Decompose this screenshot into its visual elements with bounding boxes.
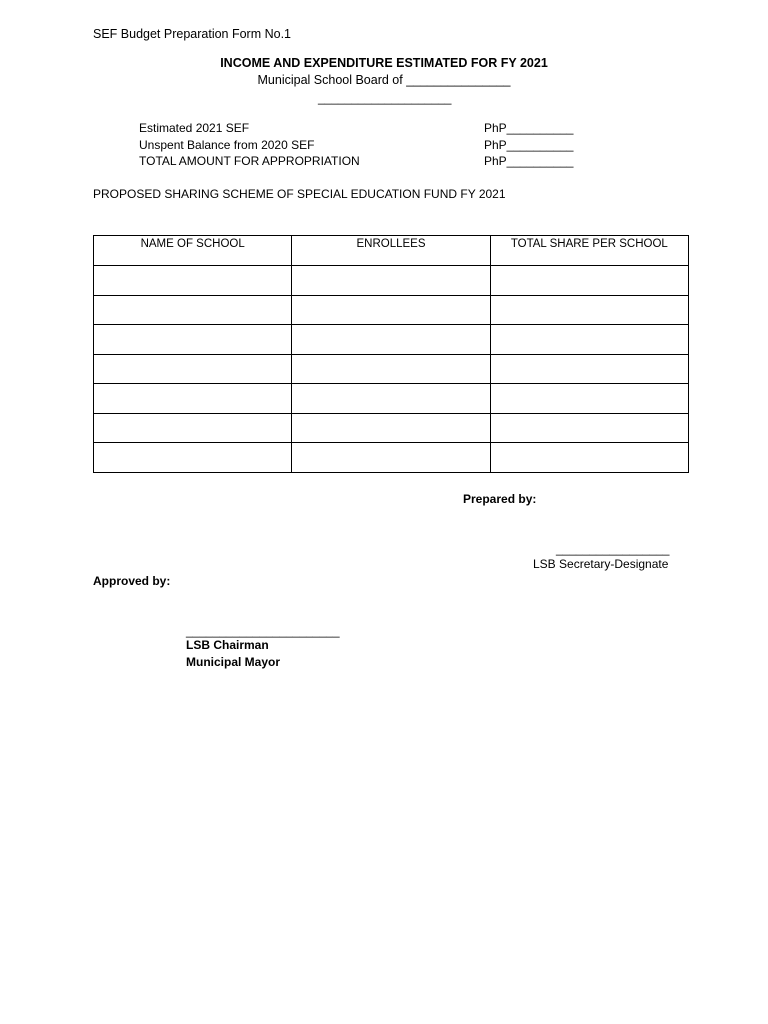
table-cell: [490, 384, 688, 414]
table-cell: [292, 413, 490, 443]
mayor-title: Municipal Mayor: [186, 655, 281, 669]
table-cell: [292, 354, 490, 384]
table-cell: [490, 266, 688, 296]
amount-field: PhP__________: [484, 121, 574, 135]
secretary-signature-line: _________________: [556, 542, 670, 556]
amount-row-unspent: [139, 138, 579, 155]
table-cell: [292, 325, 490, 355]
amounts-section: [139, 121, 579, 171]
school-board-line: Municipal School Board of _______________: [257, 73, 511, 87]
table-cell: [94, 443, 292, 473]
table-row: [94, 384, 689, 414]
table-header-row: [94, 236, 689, 266]
column-header-school: NAME OF SCHOOL: [94, 236, 292, 266]
form-label: SEF Budget Preparation Form No.1: [93, 27, 292, 41]
table-cell: [94, 295, 292, 325]
table-row: [94, 325, 689, 355]
table-cell: [490, 325, 688, 355]
amount-label: Unspent Balance from 2020 SEF: [139, 137, 315, 152]
amount-field: PhP__________: [484, 137, 574, 152]
board-blank-line: ____________________: [318, 91, 452, 105]
table-cell: [490, 295, 688, 325]
table-row: [94, 413, 689, 443]
table-row: [94, 295, 689, 325]
table-cell: [292, 266, 490, 296]
table-row: [94, 266, 689, 296]
sharing-table: [93, 235, 689, 473]
table-cell: [490, 354, 688, 384]
chairman-signature-line: _______________________: [186, 624, 340, 638]
approved-by-label: Approved by:: [93, 574, 171, 588]
table-cell: [490, 443, 688, 473]
document-title: INCOME AND EXPENDITURE ESTIMATED FOR FY 2021: [220, 56, 548, 70]
table-cell: [94, 266, 292, 296]
chairman-title: LSB Chairman: [186, 638, 269, 652]
table-cell: [94, 354, 292, 384]
column-header-share: TOTAL SHARE PER SCHOOL: [490, 236, 688, 266]
amount-row-total: [139, 154, 579, 171]
prepared-by-label: Prepared by:: [463, 492, 537, 506]
table-cell: [292, 384, 490, 414]
table-cell: [292, 443, 490, 473]
table-cell: [292, 295, 490, 325]
table-cell: [94, 413, 292, 443]
table-row: [94, 354, 689, 384]
sharing-scheme-title: PROPOSED SHARING SCHEME OF SPECIAL EDUCATION FUND FY 2021: [93, 187, 506, 201]
amount-field: PhP__________: [484, 154, 574, 168]
column-header-enrollees: ENROLLEES: [292, 236, 490, 266]
amount-label: TOTAL AMOUNT FOR APPROPRIATION: [139, 154, 360, 168]
amount-row-estimated: [139, 121, 579, 138]
amount-label: Estimated 2021 SEF: [139, 121, 250, 135]
table-cell: [94, 384, 292, 414]
secretary-title: LSB Secretary-Designate: [533, 557, 669, 571]
table-cell: [490, 413, 688, 443]
table-row: [94, 443, 689, 473]
table-cell: [94, 325, 292, 355]
